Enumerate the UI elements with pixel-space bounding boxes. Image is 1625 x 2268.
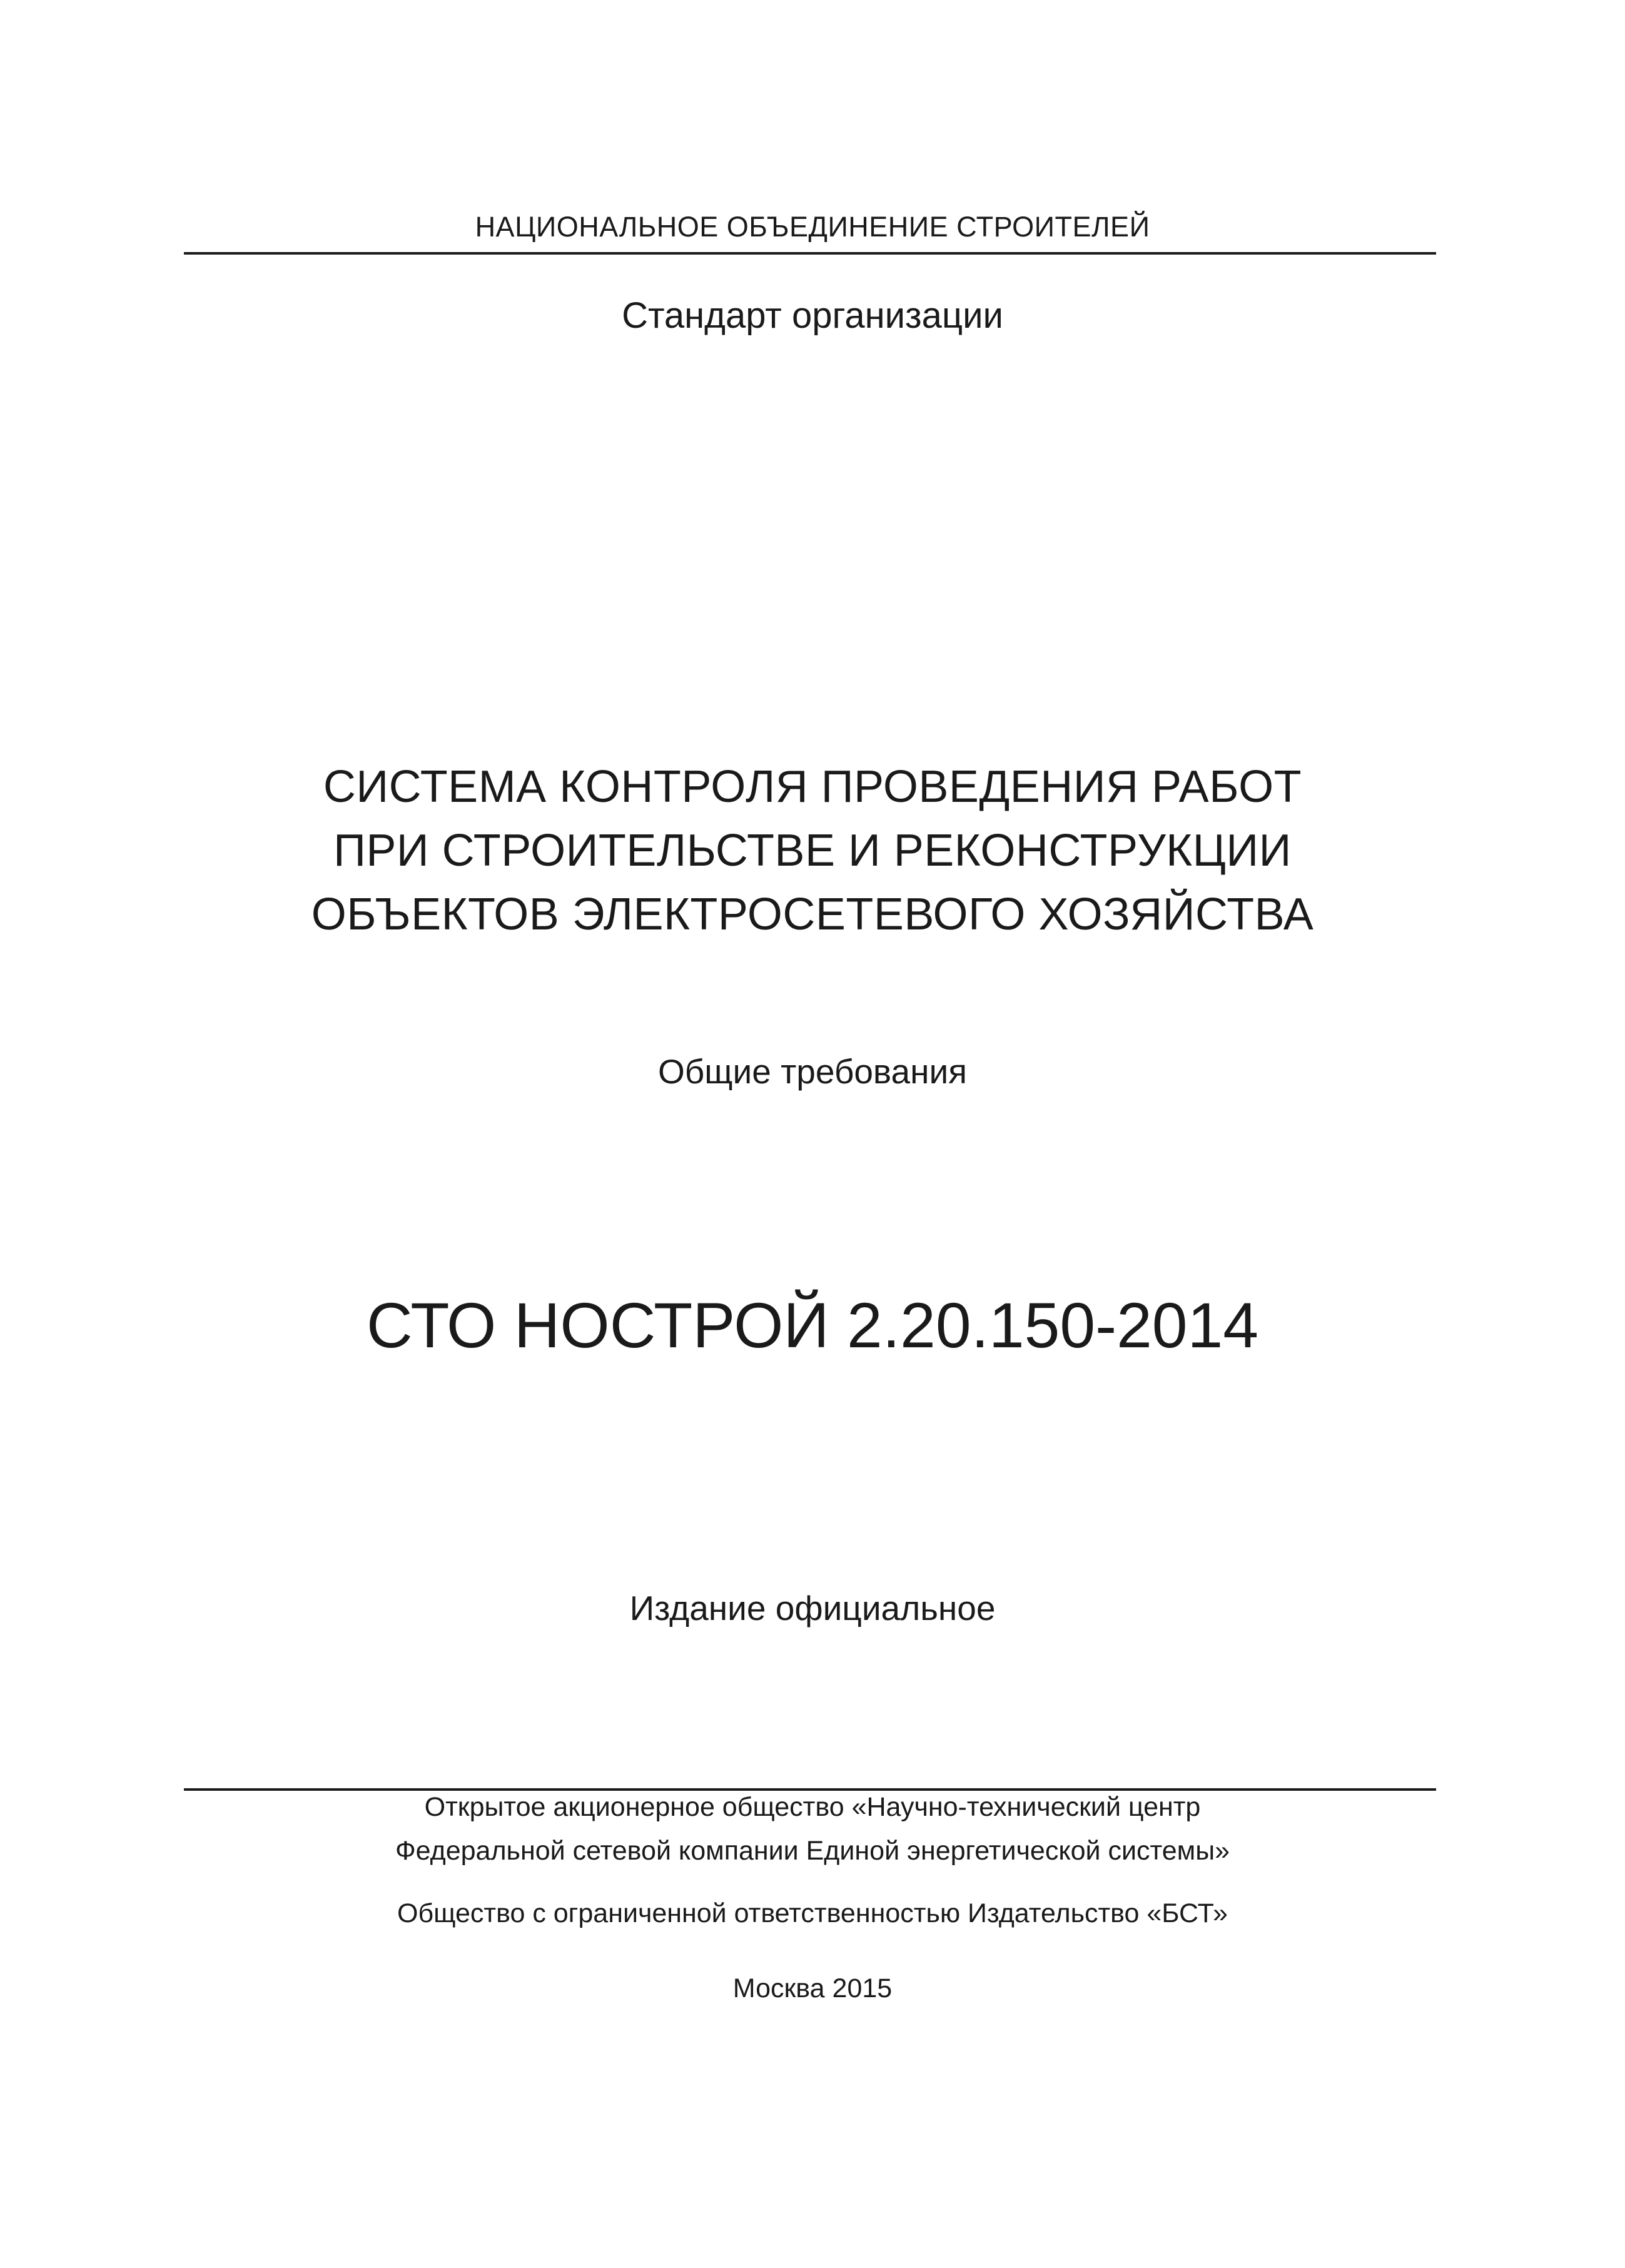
city-year: Москва 2015 bbox=[732, 1973, 893, 2003]
document-type: Стандарт организации bbox=[622, 295, 1003, 336]
title-line-2: ПРИ СТРОИТЕЛЬСТВЕ И РЕКОНСТРУКЦИИ bbox=[333, 826, 1292, 876]
title-line-1: СИСТЕМА КОНТРОЛЯ ПРОВЕДЕНИЯ РАБОТ bbox=[323, 762, 1302, 812]
edition-label: Издание официальное bbox=[629, 1589, 996, 1628]
document-subtitle: Общие требования bbox=[657, 1052, 968, 1091]
publisher-line-1: Открытое акционерное общество «Научно-технический центр bbox=[424, 1792, 1201, 1822]
header-divider bbox=[184, 252, 1436, 255]
organization-name: НАЦИОНАЛЬНОЕ ОБЪЕДИНЕНИЕ СТРОИТЕЛЕЙ bbox=[475, 211, 1150, 243]
footer-divider bbox=[184, 1788, 1436, 1791]
publisher-line-3: Общество с ограниченной ответственностью Издательство «БСТ» bbox=[397, 1898, 1228, 1928]
publisher-line-2: Федеральной сетевой компании Единой энергетической системы» bbox=[395, 1836, 1230, 1866]
title-line-3: ОБЪЕКТОВ ЭЛЕКТРОСЕТЕВОГО ХОЗЯЙСТВА bbox=[311, 889, 1314, 939]
standard-designation: СТО НОСТРОЙ 2.20.150-2014 bbox=[367, 1290, 1258, 1361]
